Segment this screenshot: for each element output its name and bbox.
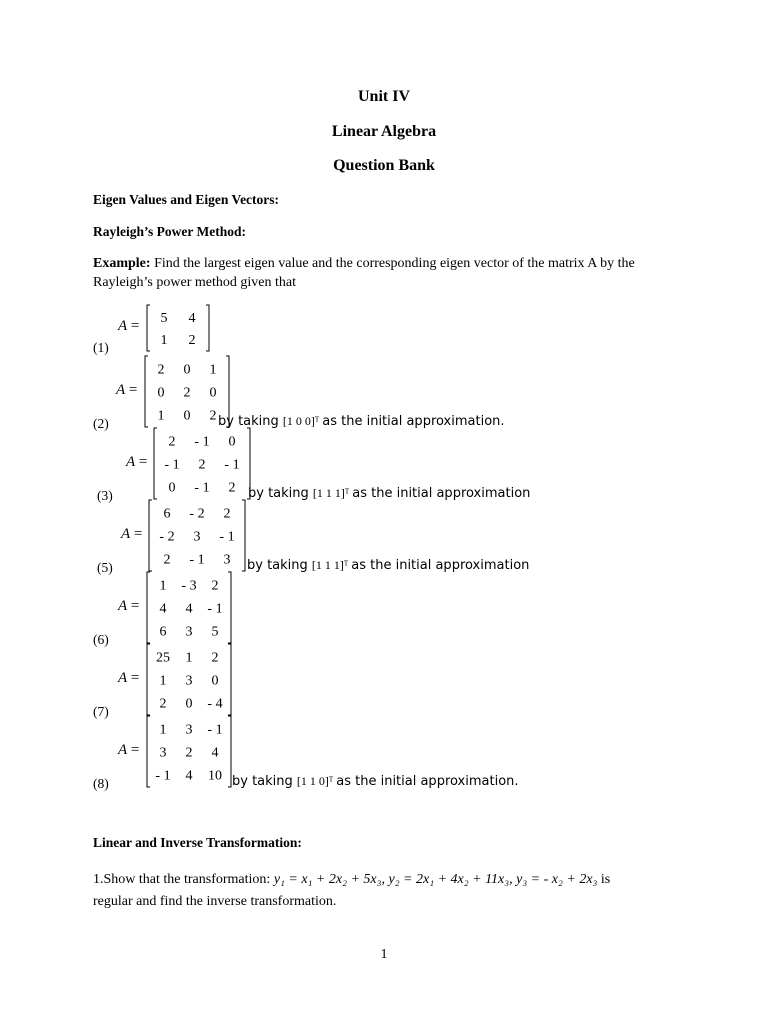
- matrix-cell: 2: [211, 650, 219, 666]
- matrix-cell: - 3: [181, 578, 197, 594]
- matrix-cell: 2: [211, 578, 219, 594]
- matrix-bracket: [145, 356, 148, 427]
- matrix-lhs: A =: [116, 381, 138, 398]
- matrix-cell: - 1: [164, 457, 180, 473]
- matrix-cell: 0: [228, 434, 236, 450]
- matrix-cell: 2: [185, 745, 193, 761]
- page-number: 1: [380, 947, 388, 962]
- unit-title: Unit IV: [357, 88, 410, 105]
- matrix-cell: 1: [157, 408, 165, 424]
- initial-approximation-note: [248, 484, 530, 502]
- matrix-cell: 3: [185, 722, 193, 738]
- note-suffix: as the initial approximation.: [322, 414, 505, 429]
- problem-number: (8): [93, 776, 109, 791]
- matrix-bracket: [147, 572, 150, 643]
- matrix-cell: 1: [159, 578, 167, 594]
- matrix-cell: 4: [188, 310, 196, 326]
- matrix-cell: 2: [209, 408, 217, 424]
- matrix-cell: 25: [156, 650, 170, 666]
- matrix-bracket: [228, 644, 231, 715]
- matrix-cell: 1: [160, 332, 168, 348]
- matrix-cell: - 1: [189, 552, 205, 568]
- note-prefix: by taking: [247, 558, 312, 573]
- matrix: [146, 643, 232, 716]
- matrix-lhs: A =: [121, 525, 143, 542]
- matrix: [146, 571, 232, 644]
- matrix-bracket: [242, 500, 245, 571]
- note-suffix: as the initial approximation.: [336, 774, 519, 789]
- matrix-bracket: [147, 716, 150, 787]
- matrix-cell: 1: [159, 722, 167, 738]
- matrix-cell: 6: [163, 506, 171, 522]
- matrix: [148, 499, 246, 572]
- matrix-cell: - 4: [207, 696, 223, 712]
- problem-number: (7): [93, 704, 109, 719]
- matrix-cell: 1: [185, 650, 193, 666]
- matrix-cell: - 1: [207, 722, 223, 738]
- matrix-cell: 2: [198, 457, 206, 473]
- matrix-lhs: A =: [118, 597, 140, 614]
- matrix-cell: 2: [159, 696, 167, 712]
- problem-number: (1): [93, 340, 109, 355]
- initial-vector: [1 1 0]ᵀ: [296, 774, 337, 788]
- matrix-lhs: A =: [118, 318, 140, 334]
- q1-suffix: is: [600, 872, 611, 887]
- initial-vector: [1 1 1]ᵀ: [311, 558, 352, 572]
- matrix-cell: 3: [223, 552, 231, 568]
- matrix-cell: 4: [211, 745, 219, 761]
- initial-vector: [1 0 0]ᵀ: [282, 414, 323, 428]
- example-paragraph: [93, 254, 683, 292]
- matrix-cell: 5: [160, 310, 168, 326]
- matrix-cell: 4: [185, 601, 193, 617]
- matrix-bracket: [206, 305, 209, 351]
- matrix-bracket: [147, 644, 150, 715]
- problem-number: (6): [93, 632, 109, 647]
- note-prefix: by taking: [232, 774, 297, 789]
- matrix-cell: 1: [159, 673, 167, 689]
- matrix-lhs: A =: [118, 741, 140, 758]
- matrix: [153, 427, 251, 500]
- matrix-cell: 3: [185, 624, 193, 640]
- matrix-cell: - 1: [194, 434, 210, 450]
- problem-number: (5): [97, 560, 113, 575]
- matrix-cell: 0: [157, 385, 165, 401]
- section-subheading-power: Rayleigh’s Power Method:: [93, 224, 246, 239]
- doc-type-title: Question Bank: [333, 157, 435, 174]
- q1-prefix: 1.Show that the transformation:: [93, 872, 271, 887]
- matrix-bracket: [228, 572, 231, 643]
- matrix-cell: 2: [168, 434, 176, 450]
- matrix-cell: 5: [211, 624, 219, 640]
- matrix-cell: 0: [168, 480, 176, 496]
- matrix-cell: 4: [159, 601, 167, 617]
- matrix-cell: 10: [208, 768, 222, 784]
- matrix-cell: 3: [193, 529, 201, 545]
- subject-title: Linear Algebra: [331, 123, 437, 140]
- matrix-cell: 1: [209, 362, 217, 378]
- matrix-cell: - 1: [207, 601, 223, 617]
- matrix-cell: 0: [183, 362, 191, 378]
- matrix-cell: 0: [183, 408, 191, 424]
- matrix-cell: 0: [211, 673, 219, 689]
- section-heading-transformation: Linear and Inverse Transformation:: [93, 835, 302, 850]
- matrix-cell: - 1: [194, 480, 210, 496]
- q1-equation: y₁ = x₁ + 2x₂ + 5x₃, y₂ = 2x₁ + 4x₂ + 11x₃, y₃ = - x₂ + 2x₃: [273, 872, 598, 887]
- matrix-lhs: A =: [118, 669, 140, 686]
- matrix-cell: 2: [163, 552, 171, 568]
- initial-approximation-note: [218, 412, 505, 430]
- note-prefix: by taking: [248, 486, 313, 501]
- matrix-cell: 2: [183, 385, 191, 401]
- problem-number: (2): [93, 416, 109, 431]
- note-suffix: as the initial approximation: [352, 486, 531, 501]
- example-label: Example:: [93, 256, 151, 271]
- matrix-bracket: [154, 428, 157, 499]
- matrix-lhs: A =: [126, 453, 148, 470]
- matrix-cell: - 1: [155, 768, 171, 784]
- q1-line2: regular and find the inverse transformation.: [93, 894, 337, 909]
- matrix-cell: - 2: [189, 506, 205, 522]
- matrix: [146, 715, 232, 788]
- matrix-cell: 0: [185, 696, 193, 712]
- matrix-bracket: [149, 500, 152, 571]
- matrix-cell: - 1: [219, 529, 235, 545]
- initial-vector: [1 1 1]ᵀ: [312, 486, 353, 500]
- matrix-cell: 4: [185, 768, 193, 784]
- initial-approximation-note: [232, 772, 519, 790]
- matrix-cell: 3: [185, 673, 193, 689]
- matrix-cell: 3: [159, 745, 167, 761]
- matrix-cell: 2: [228, 480, 236, 496]
- question-1: [93, 870, 693, 889]
- matrix-cell: 2: [188, 332, 196, 348]
- matrix-cell: - 1: [224, 457, 240, 473]
- matrix-bracket: [147, 305, 150, 351]
- note-prefix: by taking: [218, 414, 283, 429]
- matrix: [146, 304, 210, 352]
- section-heading-eigen: Eigen Values and Eigen Vectors:: [93, 192, 280, 207]
- initial-approximation-note: [247, 556, 529, 574]
- example-text: Find the largest eigen value and the corresponding eigen vector of the matrix A by the Rayleigh’s power method given that: [93, 256, 635, 290]
- matrix-cell: 2: [223, 506, 231, 522]
- problem-number: (3): [97, 488, 113, 503]
- note-suffix: as the initial approximation: [351, 558, 530, 573]
- matrix-cell: - 2: [159, 529, 175, 545]
- matrix-bracket: [228, 716, 231, 787]
- matrix-cell: 2: [157, 362, 165, 378]
- matrix-cell: 6: [159, 624, 167, 640]
- matrix-cell: 0: [209, 385, 217, 401]
